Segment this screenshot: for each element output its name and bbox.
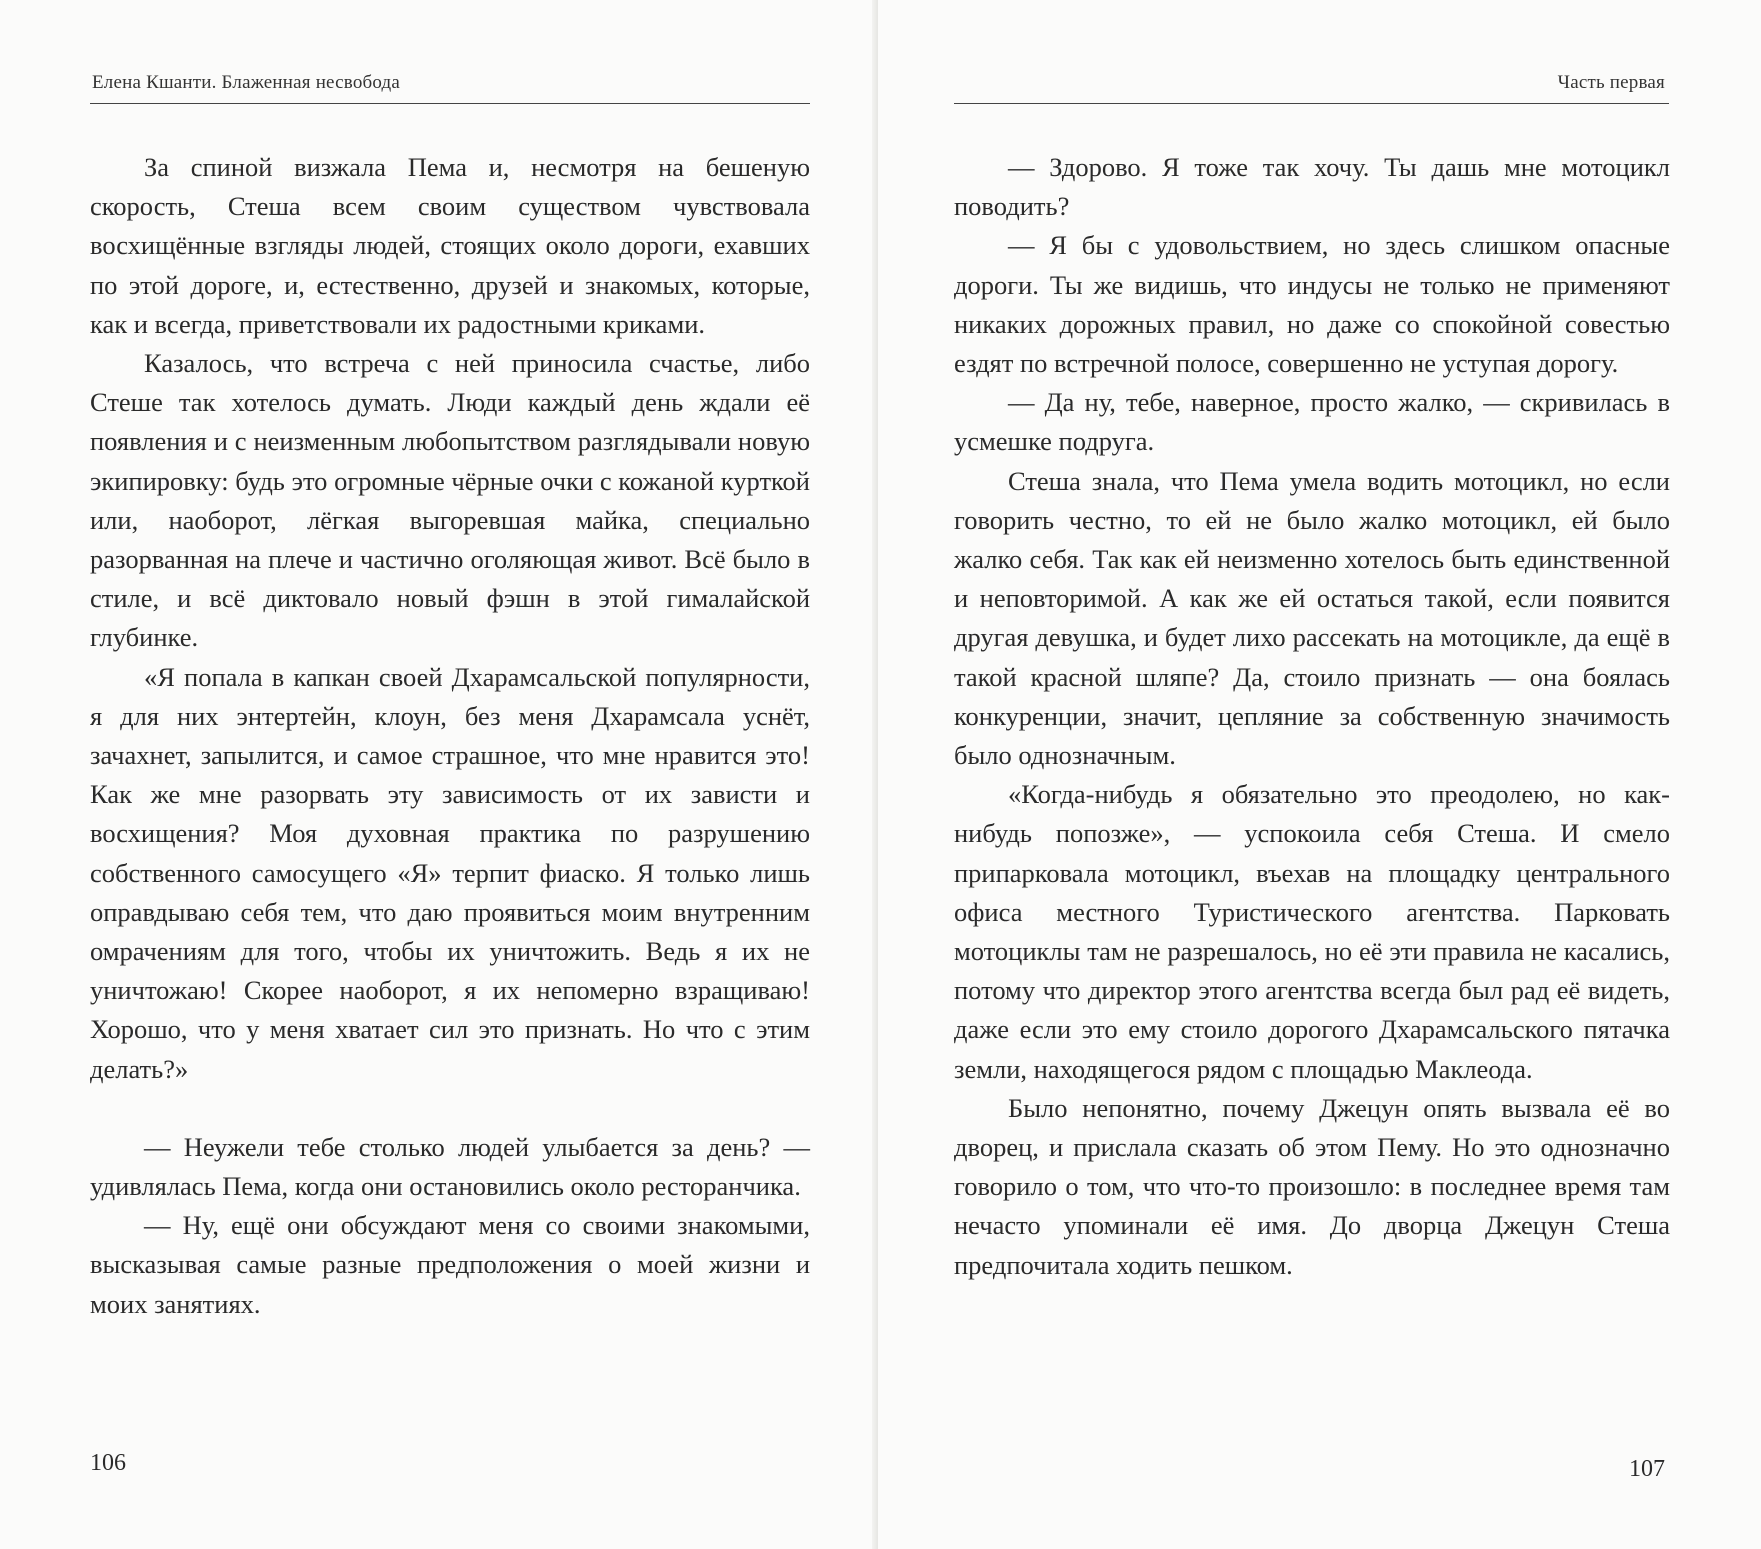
header-rule xyxy=(954,103,1669,104)
right-page-text xyxy=(954,148,1670,1285)
header-rule xyxy=(90,103,810,104)
paragraph: Стеша знала, что Пема умела водить мотоцикл, но если говорить честно, то ей не было жалко мотоцикл, ей было жалко себя. Так как ей неизменно хотелось быть единственной и неповторимой. А как же ей остаться такой, если появится другая девушка, и будет лихо рассекать на мотоцикле, да ещё в такой красной шляпе? Да, стоило признать — она боялась конкуренции, значит, цепляние за собственную значимость было однозначным. xyxy=(954,465,1670,771)
running-head-part: Часть первая xyxy=(1557,72,1665,93)
paragraph: — Здорово. Я тоже так хочу. Ты дашь мне мотоцикл поводить? xyxy=(954,152,1670,222)
page-number: 107 xyxy=(1629,1456,1665,1482)
running-head-author-title: Елена Кшанти. Блаженная несвобода xyxy=(92,72,401,93)
paragraph: Было непонятно, почему Джецун опять вызвала её во дворец, и прислала сказать об этом Пему. Но это однозначно говорило о том, что что-то произошло: в последнее время там нечасто упоминали её имя. До дворца Джецун Стеша предпочитала ходить пешком. xyxy=(954,1092,1670,1280)
paragraph: За спиной визжала Пема и, несмотря на бешеную скорость, Стеша всем своим существом чувствовала восхищённые взгляды людей, стоящих около дороги, ехавших по этой дороге, и, естественно, друзей и знакомых, которые, как и всегда, приветствовали их радостными криками. xyxy=(90,152,810,339)
paragraph: «Когда-нибудь я обязательно это преодолею, но как-нибудь попозже», — успокоила себя Стеша. И смело припарковала мотоцикл, въехав на площадку центрального офиса местного Туристического агентства. Парковать мотоциклы там не разрешалось, но её эти правила не касались, потому что директор этого агентства всегда был рад её видеть, даже если это ему стоило дорогого Дхарамсальского пятачка земли, находящегося рядом с площадью Маклеода. xyxy=(954,779,1670,1084)
page-number: 106 xyxy=(90,1450,126,1476)
paragraph: — Я бы с удовольствием, но здесь слишком опасные дороги. Ты же видишь, что индусы не только не применяют никаких дорожных правил, но даже со спокойной совестью ездят по встречной полосе, совершенно не уступая дорогу. xyxy=(954,230,1670,379)
paragraph: — Неужели тебе столько людей улыбается за день? — удивлялась Пема, когда они остановились около ресторанчика. xyxy=(90,1131,810,1202)
paragraph: — Ну, ещё они обсуждают меня со своими знакомыми, высказывая самые разные предположения о моей жизни и моих занятиях. xyxy=(90,1210,810,1319)
paragraph: «Я попала в капкан своей Дхарамсальской популярности, я для них энтертейн, клоун, без меня Дхарамсала уснёт, зачахнет, запылится, и самое страшное, что мне нравится это! Как же мне разорвать эту зависимость от их зависти и восхищения? Моя духовная практика по разрушению собственного самосущего «Я» терпит фиаско. Я только лишь оправдываю себя тем, что даю проявиться моим внутренним омрачениям для того, чтобы их уничтожить. Ведь я их не уничтожаю! Скорее наоборот, я их непомерно взращиваю! Хорошо, что у меня хватает сил это признать. Но что с этим делать?» xyxy=(90,661,810,1084)
left-page xyxy=(0,0,878,1549)
right-page xyxy=(878,0,1761,1549)
paragraph: Казалось, что встреча с ней приносила счастье, либо Стеше так хотелось думать. Люди каждый день ждали её появления и с неизменным любопытством разглядывали новую экипировку: будь это огромные чёрные очки с кожаной курткой или, наоборот, лёгкая выгоревшая майка, специально разорванная на плече и частично оголяющая живот. Всё было в стиле, и всё диктовало новый фэшн в этой гималайской глубинке. xyxy=(90,348,810,653)
left-page-text xyxy=(90,148,810,1324)
paragraph: — Да ну, тебе, наверное, просто жалко, — скривилась в усмешке подруга. xyxy=(954,387,1670,457)
